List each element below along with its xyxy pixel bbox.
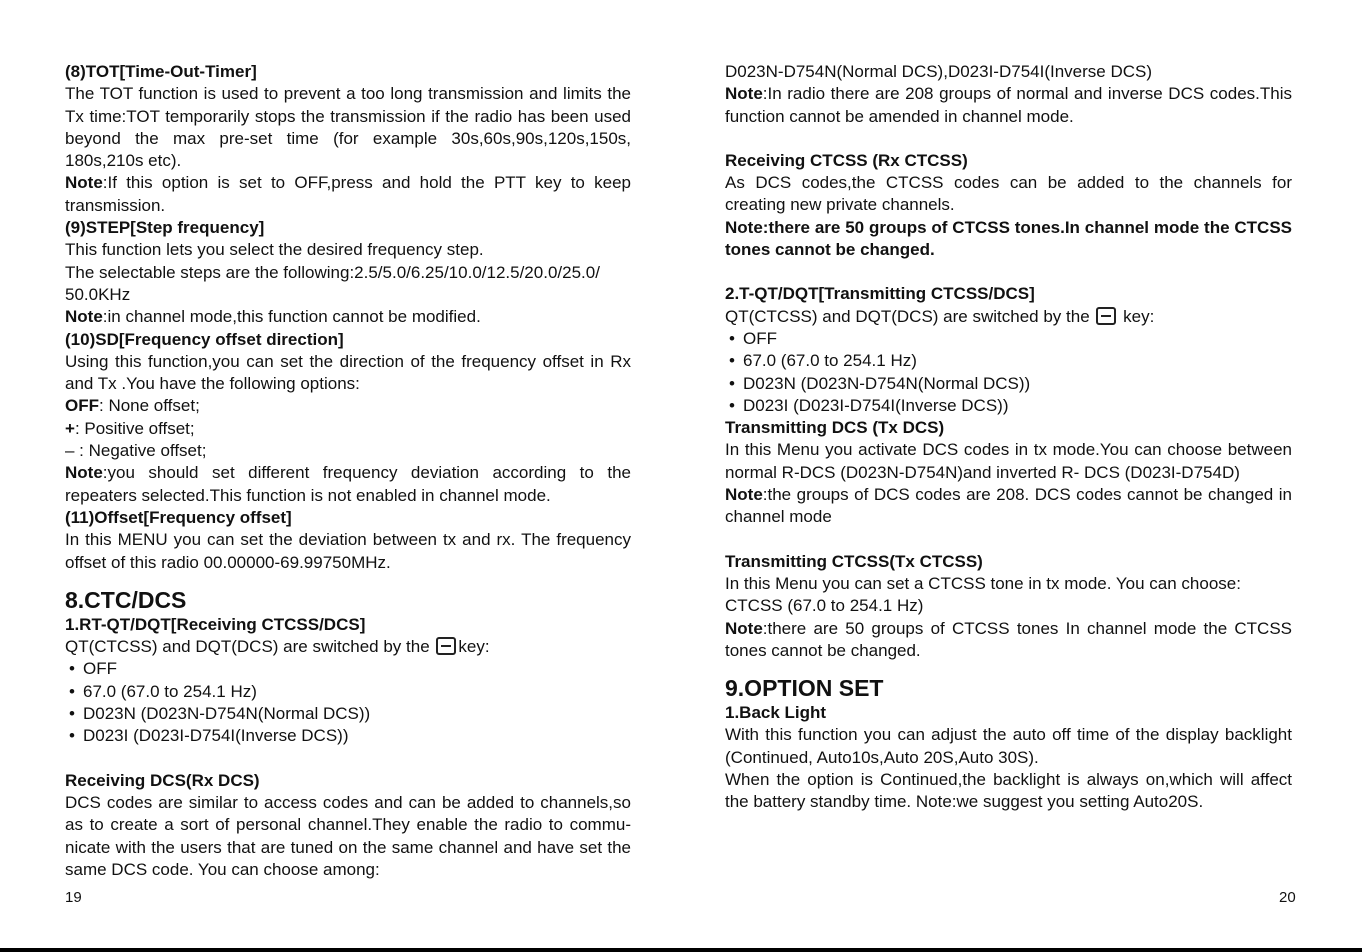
option-label: OFF bbox=[65, 396, 99, 416]
menu-key-icon bbox=[1096, 307, 1116, 325]
tqt-heading: 2.T-QT/DQT[Transmitting CTCSS/DCS] bbox=[725, 284, 1035, 304]
tot-heading: (8)TOT[Time-Out-Timer] bbox=[65, 62, 257, 81]
bullet-item: • D023I (D023I-D754I(Inverse DCS)) bbox=[725, 395, 1292, 417]
rtqt-text-pre: QT(CTCSS) and DQT(DCS) are switched by the bbox=[65, 637, 430, 657]
right-page-column bbox=[725, 61, 1292, 814]
bullet-item: • D023I (D023I-D754I(Inverse DCS)) bbox=[65, 725, 631, 747]
section-heading-ctc-dcs: 8.CTC/DCS bbox=[65, 586, 187, 613]
tqt-text bbox=[725, 306, 1292, 328]
txctcss-range: CTCSS (67.0 to 254.1 Hz) bbox=[725, 596, 924, 616]
note-label: Note bbox=[725, 485, 763, 505]
bullet-item: • 67.0 (67.0 to 254.1 Hz) bbox=[65, 681, 631, 703]
rtqt-text-post: key: bbox=[458, 637, 490, 657]
offset-heading: (11)Offset[Frequency offset] bbox=[65, 507, 292, 527]
rxctcss-text: As DCS codes,the CTCSS codes can be added to the channels for creating new private channels. bbox=[725, 173, 1292, 215]
rtqt-text bbox=[65, 636, 631, 658]
bullet-item: • 67.0 (67.0 to 254.1 Hz) bbox=[725, 350, 1292, 372]
page-number-left: 19 bbox=[65, 889, 82, 906]
step-text: This function lets you select the desired frequency step. bbox=[65, 240, 484, 260]
backlight-text: With this function you can adjust the auto off time of the display backlight (Continued, Auto10s,Auto 20S,Auto 30S). bbox=[725, 725, 1292, 767]
offset-text: In this MENU you can set the deviation between tx and rx. The frequency offset of this radio 00.00000-69.99750MHz. bbox=[65, 530, 631, 572]
rxdcs-text: DCS codes are similar to access codes and can be added to channels,so as to create a sort of personal channel.They enable the radio to commu-nicate with the users that are tuned on the same channel and have set the same DCS code. You can choose among: bbox=[65, 792, 631, 879]
spacer bbox=[725, 261, 1292, 283]
tot-text: The TOT function is used to prevent a too long transmission and limits the Tx time:TOT temporarily stops the transmission if the radio has been used beyond the max pre-set time (for example 30s,60s,90s,120s,150s, 180s,210s etc). bbox=[65, 84, 631, 171]
rxdcs-heading: Receiving DCS(Rx DCS) bbox=[65, 770, 260, 790]
page-number-right: 20 bbox=[1279, 889, 1296, 906]
step-heading: (9)STEP[Step frequency] bbox=[65, 218, 265, 238]
section-heading-option-set: 9.OPTION SET bbox=[725, 675, 884, 702]
note-text: :in channel mode,this function cannot be modified. bbox=[102, 307, 481, 327]
backlight-heading: 1.Back Light bbox=[725, 703, 827, 723]
step-values-cont: 50.0KHz bbox=[65, 284, 131, 304]
txdcs-text: In this Menu you activate DCS codes in tx mode.You can choose between normal R-DCS (D023N-D754N)and inverted R- DCS (D023I-D754D) bbox=[725, 440, 1292, 482]
txdcs-heading: Transmitting DCS (Tx DCS) bbox=[725, 418, 945, 438]
bullet-item: • OFF bbox=[65, 658, 631, 680]
note-text: :you should set different frequency deviation according to the repeaters selected.This function is not enabled in channel mode. bbox=[65, 463, 631, 505]
sd-note bbox=[65, 462, 631, 507]
tqt-text-pre: QT(CTCSS) and DQT(DCS) are switched by the bbox=[725, 306, 1090, 326]
bullet-item: • OFF bbox=[725, 328, 1292, 350]
sd-heading: (10)SD[Frequency offset direction] bbox=[65, 329, 344, 349]
note-label: Note bbox=[65, 463, 103, 483]
dcs-range: D023N-D754N(Normal DCS),D023I-D754I(Inverse DCS) bbox=[725, 62, 1153, 81]
txdcs-note bbox=[725, 484, 1292, 529]
sd-text: Using this function,you can set the direction of the frequency offset in Rx and Tx .You have the following options: bbox=[65, 351, 631, 394]
option-text: : None offset; bbox=[99, 396, 200, 416]
note-text: :there are 50 groups of CTCSS tones In channel mode the CTCSS tones cannot be changed. bbox=[725, 618, 1292, 660]
option-label: + bbox=[65, 418, 75, 438]
note-label: Note bbox=[725, 84, 763, 104]
rtqt-heading: 1.RT-QT/DQT[Receiving CTCSS/DCS] bbox=[65, 614, 366, 634]
left-page-column bbox=[65, 61, 631, 881]
note-text: :the groups of DCS codes are 208. DCS codes cannot be changed in channel mode bbox=[725, 485, 1292, 527]
step-values: The selectable steps are the following:2.5/5.0/6.25/10.0/12.5/20.0/25.0/ bbox=[65, 262, 600, 282]
note-label: Note bbox=[725, 618, 763, 638]
sd-option-plus bbox=[65, 418, 631, 440]
backlight-note: When the option is Continued,the backlight is always on,which will affect the battery standby time. Note:we suggest you setting Auto20S. bbox=[725, 770, 1292, 812]
sd-option-off bbox=[65, 395, 631, 417]
bullet-item: • D023N (D023N-D754N(Normal DCS)) bbox=[725, 373, 1292, 395]
txctcss-note bbox=[725, 618, 1292, 663]
tot-note bbox=[65, 172, 631, 217]
bullet-item: • D023N (D023N-D754N(Normal DCS)) bbox=[65, 703, 631, 725]
sd-option-minus: – : Negative offset; bbox=[65, 441, 207, 461]
rxctcss-heading: Receiving CTCSS (Rx CTCSS) bbox=[725, 150, 968, 170]
spacer bbox=[65, 748, 631, 770]
rxctcss-note: Note:there are 50 groups of CTCSS tones.In channel mode the CTCSS tones cannot be changed. bbox=[725, 217, 1292, 260]
step-note bbox=[65, 306, 631, 328]
option-text: : Positive offset; bbox=[74, 418, 195, 438]
note-text: :If this option is set to OFF,press and hold the PTT key to keep transmission. bbox=[65, 173, 631, 215]
dcs-note bbox=[725, 83, 1292, 128]
note-label: Note bbox=[65, 173, 103, 193]
txctcss-text: In this Menu you can set a CTCSS tone in tx mode. You can choose: bbox=[725, 573, 1241, 593]
menu-key-icon bbox=[436, 637, 456, 655]
spacer bbox=[725, 128, 1292, 150]
bottom-border bbox=[0, 948, 1362, 952]
spacer bbox=[725, 529, 1292, 551]
txctcss-heading: Transmitting CTCSS(Tx CTCSS) bbox=[725, 551, 983, 571]
tqt-text-post: key: bbox=[1123, 306, 1155, 326]
note-text: :In radio there are 208 groups of normal and inverse DCS codes.This function cannot be amended in channel mode. bbox=[725, 84, 1292, 126]
note-label: Note bbox=[65, 307, 103, 327]
